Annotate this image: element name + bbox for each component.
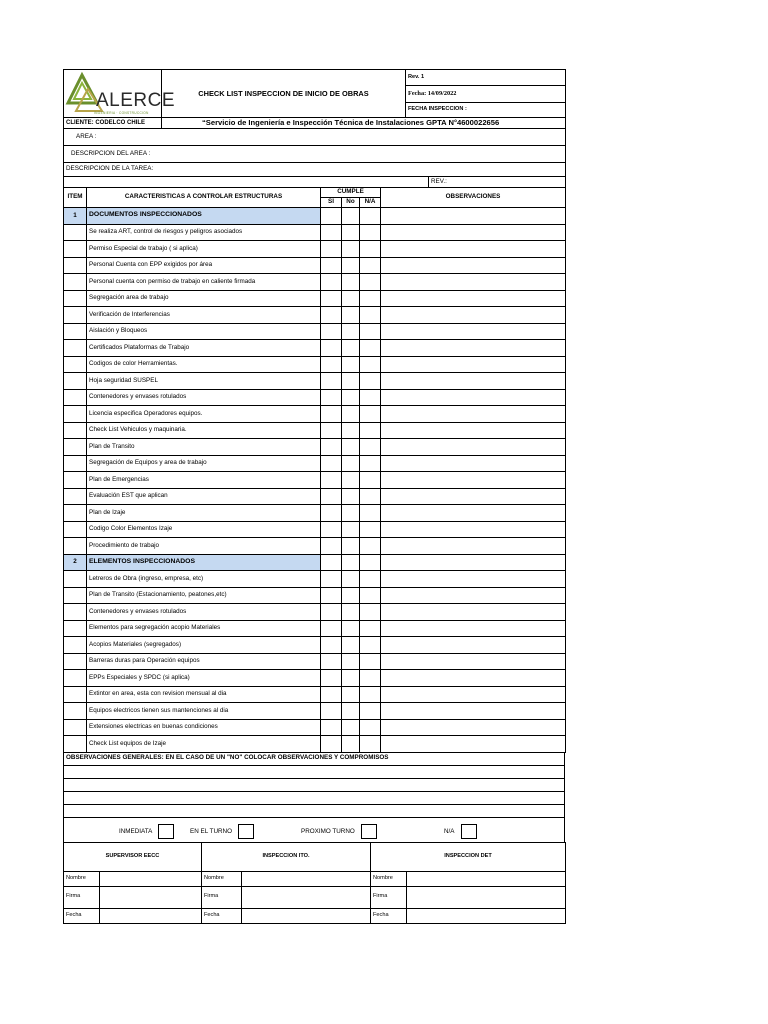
- checklist-row: [64, 406, 566, 423]
- logo-tagline: INGENIERIA · CONSTRUCCION: [94, 111, 149, 115]
- signature-input-cell[interactable]: [242, 908, 371, 923]
- signature-row-label: Fecha: [202, 908, 242, 923]
- observations-cell[interactable]: [381, 637, 566, 654]
- signature-input-cell[interactable]: [242, 871, 371, 886]
- item-number-cell: [64, 670, 87, 687]
- checklist-item-label: Personal Cuenta con EPP exigidos por área: [87, 257, 321, 274]
- observations-cell[interactable]: [381, 538, 566, 555]
- na-checkbox[interactable]: [360, 620, 381, 637]
- observations-cell[interactable]: [381, 307, 566, 324]
- no-checkbox[interactable]: [342, 670, 360, 687]
- si-checkbox[interactable]: [321, 587, 342, 604]
- observations-cell[interactable]: [381, 422, 566, 439]
- general-observations-table: [63, 752, 565, 843]
- na-checkbox[interactable]: [360, 389, 381, 406]
- checklist-row: [64, 637, 566, 654]
- urgency-shift-checkbox[interactable]: [238, 824, 254, 839]
- observation-line[interactable]: [64, 804, 565, 817]
- no-checkbox[interactable]: [342, 356, 360, 373]
- na-checkbox[interactable]: [360, 406, 381, 423]
- signature-row: [64, 886, 566, 908]
- urgency-next-shift-checkbox[interactable]: [361, 824, 377, 839]
- no-checkbox[interactable]: [342, 736, 360, 753]
- checklist-row: [64, 472, 566, 489]
- no-checkbox[interactable]: [342, 604, 360, 621]
- no-checkbox[interactable]: [342, 439, 360, 456]
- checklist-row: [64, 521, 566, 538]
- signature-input-cell[interactable]: [407, 886, 566, 908]
- checklist-item-label: Extintor en area, esta con revision mensual al dia: [87, 686, 321, 703]
- signature-input-cell[interactable]: [242, 886, 371, 908]
- si-cell[interactable]: [321, 208, 342, 225]
- si-checkbox[interactable]: [321, 620, 342, 637]
- na-checkbox[interactable]: [360, 373, 381, 390]
- checklist-row: [64, 439, 566, 456]
- si-checkbox[interactable]: [321, 604, 342, 621]
- si-checkbox[interactable]: [321, 340, 342, 357]
- signature-row-label: Nombre: [64, 871, 100, 886]
- item-number-cell: [64, 637, 87, 654]
- checklist-row: [64, 356, 566, 373]
- checklist-sheet: [63, 69, 565, 924]
- item-number-cell: [64, 719, 87, 736]
- na-checkbox[interactable]: [360, 274, 381, 291]
- signature-row-label: Fecha: [371, 908, 407, 923]
- no-checkbox[interactable]: [342, 274, 360, 291]
- checklist-item-label: Verificación de Interferencias: [87, 307, 321, 324]
- observations-cell[interactable]: [381, 406, 566, 423]
- checklist-row: [64, 736, 566, 753]
- checklist-table: [63, 187, 566, 753]
- signature-row-label: Firma: [202, 886, 242, 908]
- na-cell[interactable]: [360, 554, 381, 571]
- general-observations-title: OBSERVACIONES GENERALES: EN EL CASO DE UN "NO" COLOCAR OBSERVACIONES Y COMPROMISOS: [64, 752, 565, 765]
- si-cell[interactable]: [321, 554, 342, 571]
- checklist-row: [64, 307, 566, 324]
- urgency-na-checkbox[interactable]: [461, 824, 477, 839]
- no-checkbox[interactable]: [342, 422, 360, 439]
- signature-row: [64, 908, 566, 923]
- si-checkbox[interactable]: [321, 389, 342, 406]
- item-number-cell: [64, 439, 87, 456]
- checklist-item-label: Barreras duras para Operación equipos: [87, 653, 321, 670]
- logo: [64, 70, 176, 118]
- urgency-immediate-checkbox[interactable]: [158, 824, 174, 839]
- cumple-header: CUMPLE: [321, 188, 381, 198]
- si-checkbox[interactable]: [321, 472, 342, 489]
- no-checkbox[interactable]: [342, 703, 360, 720]
- item-number-cell: [64, 538, 87, 555]
- section-row: [64, 554, 566, 571]
- item-number-cell: [64, 224, 87, 241]
- na-checkbox[interactable]: [360, 455, 381, 472]
- observations-cell[interactable]: [381, 670, 566, 687]
- supervisor-header: SUPERVISOR EECC: [64, 842, 202, 871]
- item-number-cell: [64, 604, 87, 621]
- observations-cell[interactable]: [381, 323, 566, 340]
- observations-cell[interactable]: [381, 389, 566, 406]
- observations-cell[interactable]: [381, 686, 566, 703]
- section-number: 2: [64, 554, 87, 571]
- no-checkbox[interactable]: [342, 719, 360, 736]
- no-cell[interactable]: [342, 554, 360, 571]
- no-checkbox[interactable]: [342, 653, 360, 670]
- observations-cell[interactable]: [381, 571, 566, 588]
- observations-header: OBSERVACIONES: [381, 188, 566, 208]
- observations-cell[interactable]: [381, 208, 566, 225]
- na-checkbox[interactable]: [360, 290, 381, 307]
- na-checkbox[interactable]: [360, 422, 381, 439]
- observations-cell[interactable]: [381, 736, 566, 753]
- no-checkbox[interactable]: [342, 224, 360, 241]
- item-number-cell: [64, 488, 87, 505]
- area-field[interactable]: AREA :: [64, 129, 566, 146]
- si-checkbox[interactable]: [321, 670, 342, 687]
- no-checkbox[interactable]: [342, 571, 360, 588]
- checklist-row: [64, 571, 566, 588]
- si-checkbox[interactable]: [321, 455, 342, 472]
- checklist-row: [64, 538, 566, 555]
- signature-input-cell[interactable]: [100, 908, 202, 923]
- checklist-item-label: Plan de Transito (Estacionamiento, peatones,etc): [87, 587, 321, 604]
- observations-cell[interactable]: [381, 604, 566, 621]
- si-checkbox[interactable]: [321, 274, 342, 291]
- task-description-field[interactable]: DESCRIPCION DE LA TAREA:: [64, 163, 566, 177]
- si-checkbox[interactable]: [321, 406, 342, 423]
- no-cell[interactable]: [342, 208, 360, 225]
- observations-cell[interactable]: [381, 373, 566, 390]
- section-title: ELEMENTOS INSPECCIONADOS: [87, 554, 321, 571]
- section-title: DOCUMENTOS INSPECCIONADOS: [87, 208, 321, 225]
- urgency-immediate: INMEDIATA: [119, 824, 174, 839]
- si-checkbox[interactable]: [321, 224, 342, 241]
- si-checkbox[interactable]: [321, 653, 342, 670]
- no-checkbox[interactable]: [342, 406, 360, 423]
- observation-line[interactable]: [64, 778, 565, 791]
- checklist-item-label: Se realiza ART, control de riesgos y peligros asociados: [87, 224, 321, 241]
- checklist-item-label: Personal cuenta con permiso de trabajo en caliente firmada: [87, 274, 321, 291]
- si-checkbox[interactable]: [321, 686, 342, 703]
- observations-cell[interactable]: [381, 455, 566, 472]
- checklist-item-label: Contenedores y envases rotulados: [87, 604, 321, 621]
- checklist-item-label: Plan de Izaje: [87, 505, 321, 522]
- observations-cell[interactable]: [381, 274, 566, 291]
- checklist-item-label: Elementos para segregación acopio Materiales: [87, 620, 321, 637]
- na-checkbox[interactable]: [360, 488, 381, 505]
- no-checkbox[interactable]: [342, 538, 360, 555]
- no-checkbox[interactable]: [342, 505, 360, 522]
- service-description: “Servicio de Ingeniería e Inspección Técnica de Instalaciones GPTA N°4600022656: [162, 118, 566, 129]
- item-number-cell: [64, 389, 87, 406]
- checklist-row: [64, 653, 566, 670]
- item-number-cell: [64, 307, 87, 324]
- ito-header: INSPECCION ITO.: [202, 842, 371, 871]
- observations-cell[interactable]: [381, 257, 566, 274]
- item-number-cell: [64, 703, 87, 720]
- item-number-cell: [64, 587, 87, 604]
- checklist-item-label: Segregación area de trabajo: [87, 290, 321, 307]
- urgency-row: [64, 817, 565, 842]
- checklist-item-label: Letreros de Obra (ingreso, empresa, etc): [87, 571, 321, 588]
- checklist-item-label: Evaluación EST que aplican: [87, 488, 321, 505]
- checklist-row: [64, 505, 566, 522]
- no-checkbox[interactable]: [342, 307, 360, 324]
- si-header: SI: [321, 198, 342, 208]
- si-checkbox[interactable]: [321, 521, 342, 538]
- signature-input-cell[interactable]: [100, 871, 202, 886]
- na-header: N/A: [360, 198, 381, 208]
- item-number-cell: [64, 472, 87, 489]
- si-checkbox[interactable]: [321, 373, 342, 390]
- checklist-item-label: Check List Vehiculos y maquinaria.: [87, 422, 321, 439]
- na-checkbox[interactable]: [360, 340, 381, 357]
- signature-input-cell[interactable]: [100, 886, 202, 908]
- revision: Rev. 1: [406, 70, 566, 86]
- item-number-cell: [64, 290, 87, 307]
- item-number-cell: [64, 340, 87, 357]
- item-number-cell: [64, 406, 87, 423]
- item-number-cell: [64, 620, 87, 637]
- observations-cell[interactable]: [381, 241, 566, 258]
- observations-cell[interactable]: [381, 488, 566, 505]
- observation-line[interactable]: [64, 791, 565, 804]
- det-header: INSPECCION DET: [371, 842, 566, 871]
- checklist-row: [64, 604, 566, 621]
- signature-row-label: Nombre: [371, 871, 407, 886]
- si-checkbox[interactable]: [321, 290, 342, 307]
- checklist-row: [64, 323, 566, 340]
- no-checkbox[interactable]: [342, 323, 360, 340]
- no-checkbox[interactable]: [342, 257, 360, 274]
- no-checkbox[interactable]: [342, 686, 360, 703]
- na-checkbox[interactable]: [360, 257, 381, 274]
- item-number-cell: [64, 241, 87, 258]
- rev-field[interactable]: REV.:: [429, 177, 566, 188]
- signature-row-label: Fecha: [64, 908, 100, 923]
- si-checkbox[interactable]: [321, 257, 342, 274]
- si-checkbox[interactable]: [321, 307, 342, 324]
- no-checkbox[interactable]: [342, 455, 360, 472]
- no-header: No: [342, 198, 360, 208]
- no-checkbox[interactable]: [342, 488, 360, 505]
- no-checkbox[interactable]: [342, 290, 360, 307]
- checklist-item-label: Contenedores y envases rotulados: [87, 389, 321, 406]
- na-checkbox[interactable]: [360, 538, 381, 555]
- observations-cell[interactable]: [381, 620, 566, 637]
- checklist-row: [64, 455, 566, 472]
- checklist-row: [64, 224, 566, 241]
- item-number-cell: [64, 521, 87, 538]
- no-checkbox[interactable]: [342, 241, 360, 258]
- si-checkbox[interactable]: [321, 719, 342, 736]
- si-checkbox[interactable]: [321, 703, 342, 720]
- client-label: CLIENTE: CODELCO CHILE: [64, 118, 162, 129]
- observations-cell[interactable]: [381, 505, 566, 522]
- checklist-item-label: Plan de Transito: [87, 439, 321, 456]
- item-number-cell: [64, 323, 87, 340]
- checklist-item-label: Permiso Especial de trabajo ( si aplica): [87, 241, 321, 258]
- na-checkbox[interactable]: [360, 653, 381, 670]
- checklist-item-label: Codigo Color Elementos Izaje: [87, 521, 321, 538]
- page-title: CHECK LIST INSPECCION DE INICIO DE OBRAS: [162, 70, 406, 118]
- checklist-row: [64, 241, 566, 258]
- checklist-item-label: Certificados Plataformas de Trabajo: [87, 340, 321, 357]
- na-checkbox[interactable]: [360, 719, 381, 736]
- no-checkbox[interactable]: [342, 389, 360, 406]
- na-checkbox[interactable]: [360, 703, 381, 720]
- si-checkbox[interactable]: [321, 356, 342, 373]
- observations-cell[interactable]: [381, 554, 566, 571]
- observations-cell[interactable]: [381, 703, 566, 720]
- checklist-item-label: Equipos electricos tienen sus mantenciones al dia: [87, 703, 321, 720]
- item-number-cell: [64, 422, 87, 439]
- urgency-shift: EN EL TURNO: [190, 824, 254, 839]
- item-header: ITEM: [64, 188, 87, 208]
- na-checkbox[interactable]: [360, 323, 381, 340]
- no-checkbox[interactable]: [342, 373, 360, 390]
- na-checkbox[interactable]: [360, 241, 381, 258]
- si-checkbox[interactable]: [321, 736, 342, 753]
- na-checkbox[interactable]: [360, 505, 381, 522]
- checklist-item-label: Hoja seguridad SUSPEL: [87, 373, 321, 390]
- observations-cell[interactable]: [381, 290, 566, 307]
- item-number-cell: [64, 571, 87, 588]
- checklist-row: [64, 257, 566, 274]
- urgency-next-shift: PROXIMO TURNO: [301, 824, 377, 839]
- na-checkbox[interactable]: [360, 571, 381, 588]
- header-table: [63, 69, 566, 129]
- si-checkbox[interactable]: [321, 571, 342, 588]
- na-checkbox[interactable]: [360, 224, 381, 241]
- observations-cell[interactable]: [381, 653, 566, 670]
- item-number-cell: [64, 455, 87, 472]
- na-checkbox[interactable]: [360, 604, 381, 621]
- checklist-row: [64, 620, 566, 637]
- na-checkbox[interactable]: [360, 637, 381, 654]
- checklist-row: [64, 422, 566, 439]
- si-checkbox[interactable]: [321, 488, 342, 505]
- item-number-cell: [64, 373, 87, 390]
- na-checkbox[interactable]: [360, 587, 381, 604]
- observations-cell[interactable]: [381, 472, 566, 489]
- observations-cell[interactable]: [381, 224, 566, 241]
- observations-cell[interactable]: [381, 587, 566, 604]
- observations-cell[interactable]: [381, 521, 566, 538]
- na-checkbox[interactable]: [360, 356, 381, 373]
- si-checkbox[interactable]: [321, 422, 342, 439]
- checklist-row: [64, 686, 566, 703]
- urgency-na: N/A: [444, 824, 477, 839]
- checklist-item-label: Aislación y Bloqueos: [87, 323, 321, 340]
- inspection-date-label: FECHA INSPECCION :: [406, 102, 566, 117]
- signature-table: [63, 842, 566, 924]
- item-number-cell: [64, 274, 87, 291]
- no-checkbox[interactable]: [342, 340, 360, 357]
- checklist-row: [64, 274, 566, 291]
- si-checkbox[interactable]: [321, 241, 342, 258]
- item-number-cell: [64, 736, 87, 753]
- na-checkbox[interactable]: [360, 472, 381, 489]
- observations-cell[interactable]: [381, 719, 566, 736]
- na-checkbox[interactable]: [360, 736, 381, 753]
- characteristics-header: CARACTERISTICAS A CONTROLAR ESTRUCTURAS: [87, 188, 321, 208]
- info-table: [63, 128, 566, 188]
- checklist-row: [64, 703, 566, 720]
- no-checkbox[interactable]: [342, 521, 360, 538]
- na-checkbox[interactable]: [360, 307, 381, 324]
- no-checkbox[interactable]: [342, 637, 360, 654]
- section-number: 1: [64, 208, 87, 225]
- checklist-item-label: Check List equipos de Izaje: [87, 736, 321, 753]
- signature-row-label: Nombre: [202, 871, 242, 886]
- na-cell[interactable]: [360, 208, 381, 225]
- checklist-row: [64, 719, 566, 736]
- observations-cell[interactable]: [381, 340, 566, 357]
- checklist-row: [64, 670, 566, 687]
- signature-row: [64, 871, 566, 886]
- observation-line[interactable]: [64, 765, 565, 778]
- na-checkbox[interactable]: [360, 686, 381, 703]
- checklist-row: [64, 340, 566, 357]
- checklist-row: [64, 389, 566, 406]
- signature-row-label: Firma: [371, 886, 407, 908]
- checklist-item-label: Segregación de Equipos y area de trabajo: [87, 455, 321, 472]
- no-checkbox[interactable]: [342, 587, 360, 604]
- checklist-item-label: Licencia especifica Operadores equipos.: [87, 406, 321, 423]
- checklist-item-label: Codigos de color Herramientas.: [87, 356, 321, 373]
- si-checkbox[interactable]: [321, 538, 342, 555]
- issue-date: Fecha: 14/09/2022: [406, 86, 566, 102]
- na-checkbox[interactable]: [360, 670, 381, 687]
- na-checkbox[interactable]: [360, 521, 381, 538]
- checklist-item-label: Acopios Materiales (segregados): [87, 637, 321, 654]
- section-row: [64, 208, 566, 225]
- na-checkbox[interactable]: [360, 439, 381, 456]
- checklist-row: [64, 488, 566, 505]
- si-checkbox[interactable]: [321, 505, 342, 522]
- checklist-row: [64, 290, 566, 307]
- checklist-item-label: Extensiones electricas en buenas condiciones: [87, 719, 321, 736]
- signature-input-cell[interactable]: [407, 908, 566, 923]
- observations-cell[interactable]: [381, 356, 566, 373]
- signature-row-label: Firma: [64, 886, 100, 908]
- item-number-cell: [64, 686, 87, 703]
- item-number-cell: [64, 257, 87, 274]
- checklist-item-label: Procedimiento de trabajo: [87, 538, 321, 555]
- observations-cell[interactable]: [381, 439, 566, 456]
- si-checkbox[interactable]: [321, 637, 342, 654]
- checklist-item-label: EPPs Especiales y SPDC (si aplica): [87, 670, 321, 687]
- si-checkbox[interactable]: [321, 323, 342, 340]
- item-number-cell: [64, 505, 87, 522]
- item-number-cell: [64, 356, 87, 373]
- checklist-row: [64, 373, 566, 390]
- signature-input-cell[interactable]: [407, 871, 566, 886]
- checklist-item-label: Plan de Emergencias: [87, 472, 321, 489]
- si-checkbox[interactable]: [321, 439, 342, 456]
- logo-name: ALERCE: [96, 90, 176, 111]
- item-number-cell: [64, 653, 87, 670]
- no-checkbox[interactable]: [342, 620, 360, 637]
- area-description-field[interactable]: DESCRIPCION DEL AREA :: [64, 146, 566, 163]
- no-checkbox[interactable]: [342, 472, 360, 489]
- checklist-row: [64, 587, 566, 604]
